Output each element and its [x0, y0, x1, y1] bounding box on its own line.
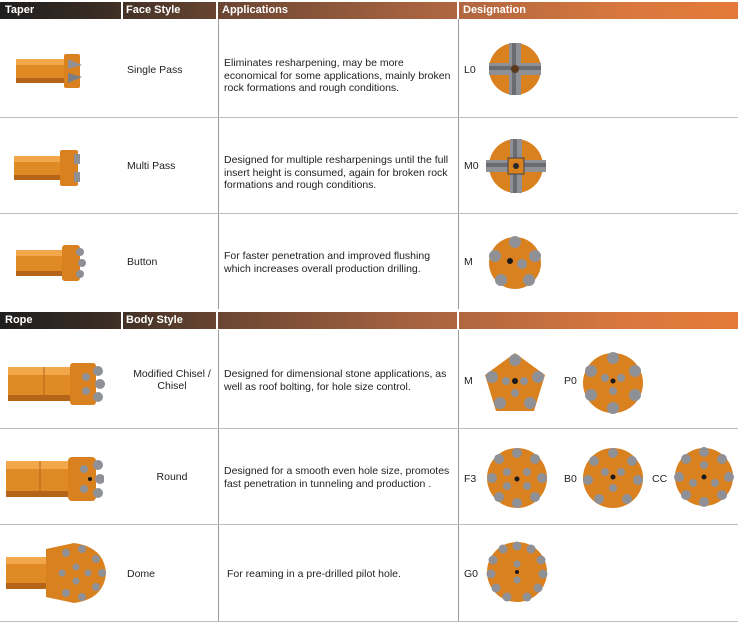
bit-face-P0-image — [581, 351, 645, 415]
designation-code: G0 — [464, 568, 479, 580]
designation-code: P0 — [564, 375, 577, 387]
application-text: For reaming in a pre-drilled pilot hole. — [227, 568, 401, 580]
rope-bit-dome-image — [4, 539, 110, 607]
taper-header-label: Taper — [5, 4, 35, 16]
designation-code: M — [464, 375, 473, 387]
taper-bit-single-pass-image — [14, 51, 86, 91]
table-row — [0, 525, 738, 621]
designation-code: F3 — [464, 473, 477, 485]
face-style-text: Button — [127, 256, 158, 268]
application-text: For faster penetration and improved flushing which increases overall production drilling. — [224, 250, 431, 275]
application-text: Designed for multiple resharpenings until the full insert height is consumed, again for broken rock formations and rough conditions. — [224, 154, 449, 191]
bit-face-CC-image — [673, 445, 735, 509]
bit-face-M0-image — [484, 136, 548, 196]
table-row — [0, 429, 738, 524]
bit-face-M-button-image — [486, 234, 544, 292]
body-style-text: Modified Chisel / Chisel — [133, 368, 211, 392]
designation-code: M — [464, 256, 473, 268]
body-style-text: Round — [156, 471, 188, 483]
body-style-text: Dome — [127, 568, 156, 580]
face-style-text: Single Pass — [127, 64, 183, 76]
designation-code: CC — [652, 473, 668, 485]
bit-face-L0-image — [487, 41, 543, 97]
table-row — [0, 118, 738, 213]
rope-bit-round-image — [4, 455, 104, 503]
bit-face-F3-image — [485, 446, 549, 510]
body-style-header-label: Body Style — [126, 314, 183, 326]
rope-header — [0, 312, 738, 329]
bit-face-G0-image — [485, 540, 549, 604]
designation-code: L0 — [464, 64, 476, 76]
application-text: Designed for dimensional stone applications, as well as roof bolting, for hole size control. — [224, 368, 447, 393]
table-row — [0, 214, 738, 309]
taper-bit-button-image — [14, 242, 86, 284]
application-text: Eliminates resharpening, may be more economical for some applications, mainly broken rock formations and rough conditions. — [224, 57, 451, 94]
table-row — [0, 19, 738, 117]
bit-face-B0-image — [581, 446, 645, 510]
face-style-text: Multi Pass — [127, 160, 176, 172]
table-row — [0, 331, 738, 428]
taper-header — [0, 2, 738, 19]
taper-bit-multi-pass-image — [12, 148, 84, 188]
face-style-header-label: Face Style — [126, 4, 181, 16]
bit-face-M-rope-image — [482, 351, 548, 415]
designation-code: M0 — [464, 160, 479, 172]
designation-code: B0 — [564, 473, 577, 485]
applications-header-label: Applications — [222, 4, 289, 16]
application-text: Designed for a smooth even hole size, promotes fast penetration in tunneling and production . — [224, 465, 450, 490]
rope-header-label: Rope — [5, 314, 33, 326]
designation-header-label: Designation — [463, 4, 526, 16]
rope-bit-modified-chisel-image — [6, 361, 106, 407]
